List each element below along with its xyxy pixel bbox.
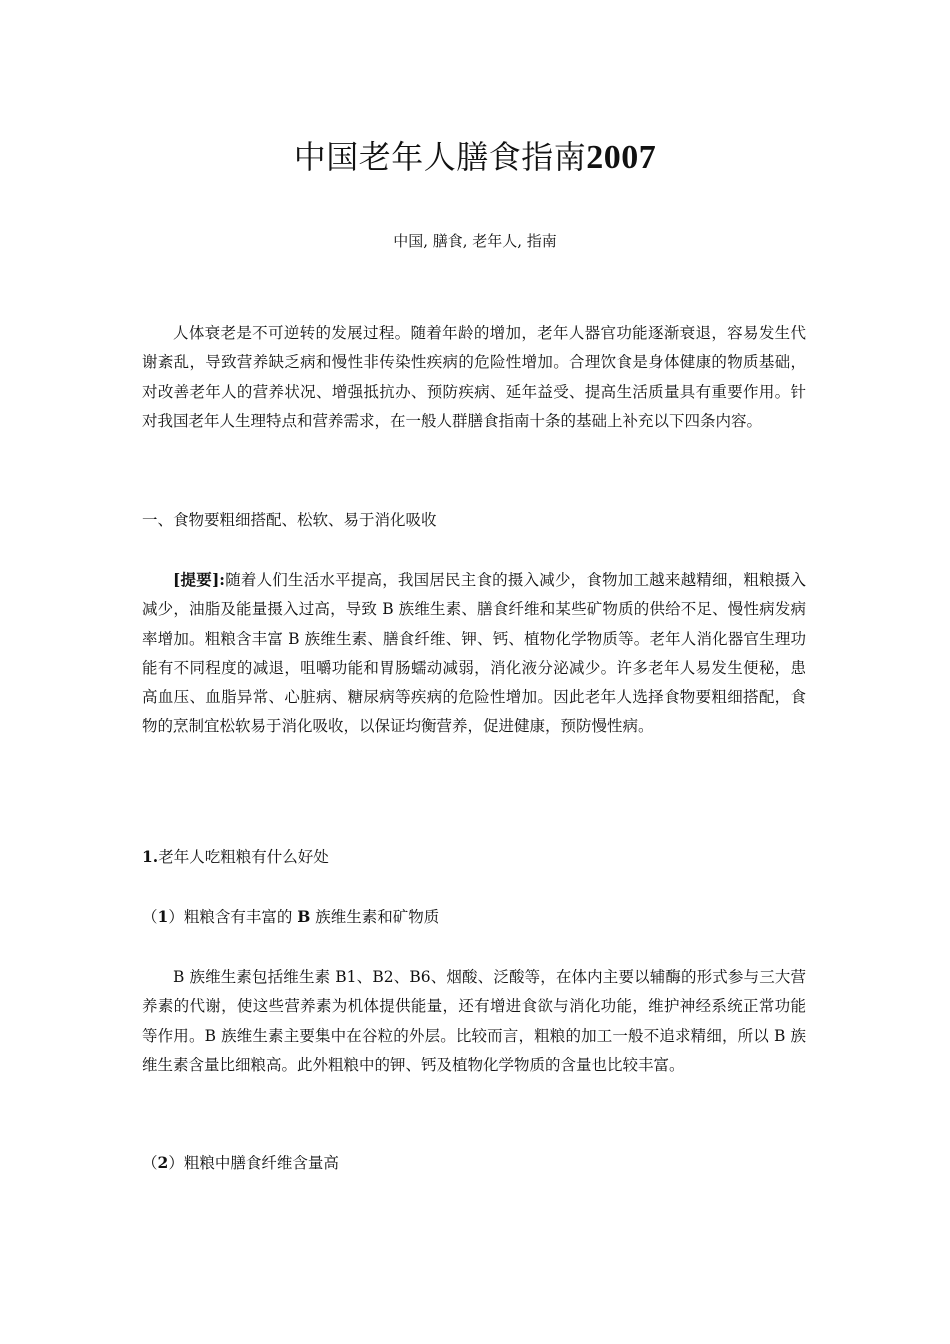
- subheading-1: [142, 905, 806, 929]
- intro-paragraph: 人体衰老是不可逆转的发展过程。随着年龄的增加，老年人器官功能逐渐衰退，容易发生代谢紊乱，导致营养缺乏病和慢性非传染性疾病的危险性增加。合理饮食是身体健康的物质基础，对改善老年人的营养状况、增强抵抗办、预防疾病、延年益受、提高生活质量具有重要作用。针对我国老年人生理特点和营养需求，在一般人群膳食指南十条的基础上补充以下四条内容。: [142, 324, 806, 430]
- subheading-text-bold: B: [297, 907, 311, 926]
- paren-open: （: [142, 908, 158, 926]
- subheading-text: 粗粮中膳食纤维含量高: [183, 1154, 339, 1172]
- section-heading-1: 一、食物要粗细搭配、松软、易于消化吸收: [142, 511, 437, 529]
- subheading-text-post: 族维生素和矿物质: [310, 908, 440, 926]
- subheading-number: 2: [157, 1153, 169, 1172]
- subheading-text-pre: 粗粮含有丰富的: [183, 908, 298, 926]
- subheading-2: [142, 1151, 806, 1175]
- vitamin-b-paragraph: B 族维生素包括维生素 B1、B2、B6、烟酸、泛酸等，在体内主要以辅酶的形式参与三大营养素的代谢，使这些营养素为机体提供能量，还有增进食欲与消化功能，维护神经系统正常功能等作用。B 族维生素主要集中在谷粒的外层。比较而言，粗粮的加工一般不追求精细，所以 B 族维生素含量比细粮高。此外粗粮中的钾、钙及植物化学物质的含量也比较丰富。: [142, 968, 806, 1074]
- title-main: 中国老年人膳食指南: [293, 138, 587, 176]
- title-year: 2007: [586, 139, 657, 176]
- paren-open: （: [142, 1154, 158, 1172]
- summary-label: [提要]:: [173, 570, 225, 589]
- question-text: 老年人吃粗粮有什么好处: [158, 848, 329, 866]
- question-number: 1.: [142, 847, 159, 866]
- subheading-number: 1: [157, 907, 169, 926]
- summary-paragraph: [142, 565, 806, 742]
- paren-close: ）: [168, 908, 184, 926]
- keywords-line: 中国, 膳食, 老年人, 指南: [393, 232, 557, 250]
- paren-close: ）: [168, 1154, 184, 1172]
- question-heading-1: [142, 845, 806, 869]
- summary-text: 随着人们生活水平提高，我国居民主食的摄入减少，食物加工越来越精细，粗粮摄入减少，油脂及能量摄入过高，导致 B 族维生素、膳食纤维和某些矿物质的供给不足、慢性病发病率增加。粗粮含丰富 B 族维生素、膳食纤维、钾、钙、植物化学物质等。老年人消化器官生理功能有不同程度的减退，咀嚼功能和胃肠蠕动减弱，消化液分泌减少。许多老年人易发生便秘，患高血压、血脂异常、心脏病、糖尿病等疾病的危险性增加。因此老年人选择食物要粗细搭配，食物的烹制宜松软易于消化吸收，以保证均衡营养，促进健康，预防慢性病。: [142, 571, 806, 736]
- document-title: [0, 134, 950, 181]
